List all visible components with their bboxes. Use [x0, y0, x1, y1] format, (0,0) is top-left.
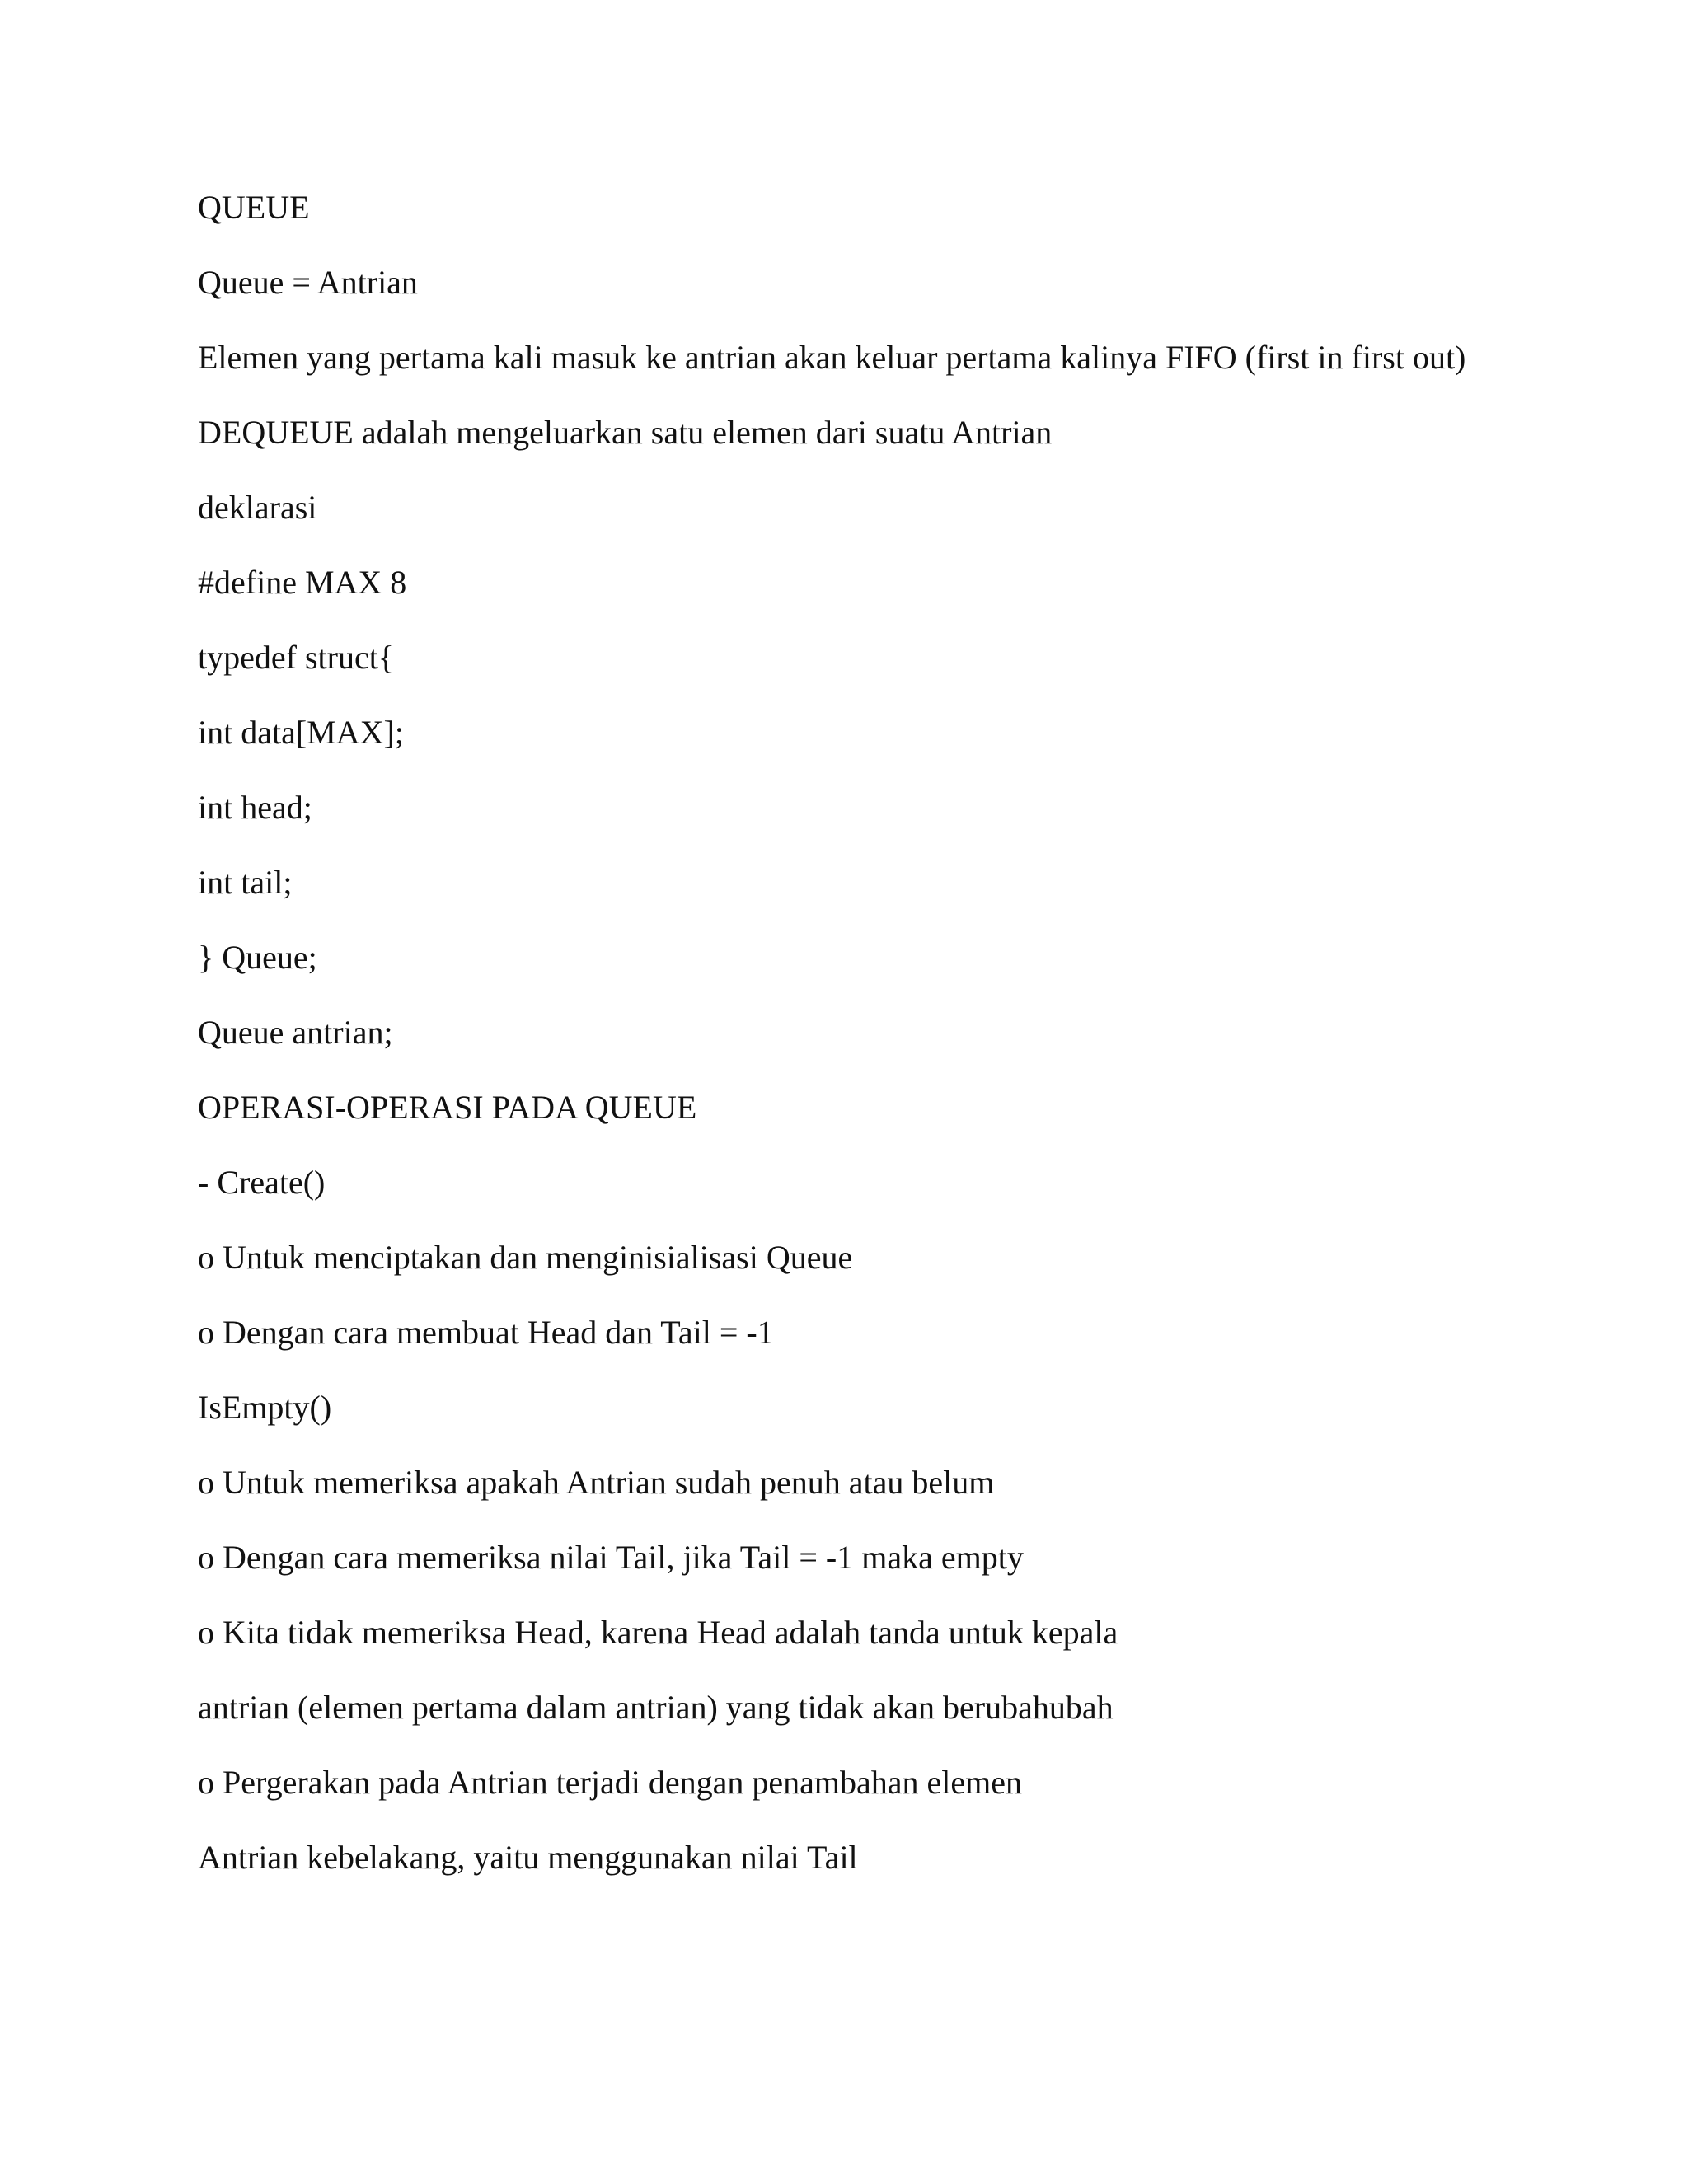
create-bullet-1: o Untuk menciptakan dan menginisialisasi Queue	[198, 1239, 853, 1276]
code-line-struct-close: } Queue;	[198, 939, 317, 976]
isempty-bullet-4-continued: Antrian kebelakang, yaitu menggunakan nilai Tail	[198, 1839, 858, 1876]
isempty-bullet-3-continued: antrian (elemen pertama dalam antrian) yang tidak akan berubahubah	[198, 1689, 1114, 1726]
isempty-bullet-4: o Pergerakan pada Antrian terjadi dengan penambahan elemen	[198, 1764, 1022, 1801]
definition-line: Queue = Antrian	[198, 264, 418, 301]
document-title: QUEUE	[198, 189, 310, 226]
isempty-bullet-2: o Dengan cara memeriksa nilai Tail, jika Tail = -1 maka empty	[198, 1539, 1024, 1576]
document-body	[198, 188, 1517, 1913]
fifo-description: Elemen yang pertama kali masuk ke antrian akan keluar pertama kalinya FIFO (first in first out)	[198, 339, 1466, 376]
code-line-data: int data[MAX];	[198, 714, 404, 751]
operations-heading: OPERASI-OPERASI PADA QUEUE	[198, 1089, 697, 1126]
create-bullet-2: o Dengan cara membuat Head dan Tail = -1	[198, 1314, 774, 1351]
isempty-operation: IsEmpty()	[198, 1389, 332, 1426]
code-line-tail: int tail;	[198, 864, 293, 901]
code-line-define: #define MAX 8	[198, 564, 407, 601]
declaration-heading: deklarasi	[198, 489, 317, 526]
create-operation: - Create()	[198, 1164, 326, 1201]
code-line-head: int head;	[198, 789, 312, 826]
code-line-typedef: typedef struct{	[198, 639, 395, 676]
isempty-bullet-3: o Kita tidak memeriksa Head, karena Head adalah tanda untuk kepala	[198, 1614, 1118, 1651]
dequeue-description: DEQUEUE adalah mengeluarkan satu elemen dari suatu Antrian	[198, 414, 1053, 451]
isempty-bullet-1: o Untuk memeriksa apakah Antrian sudah penuh atau belum	[198, 1464, 995, 1501]
code-line-variable: Queue antrian;	[198, 1014, 393, 1051]
